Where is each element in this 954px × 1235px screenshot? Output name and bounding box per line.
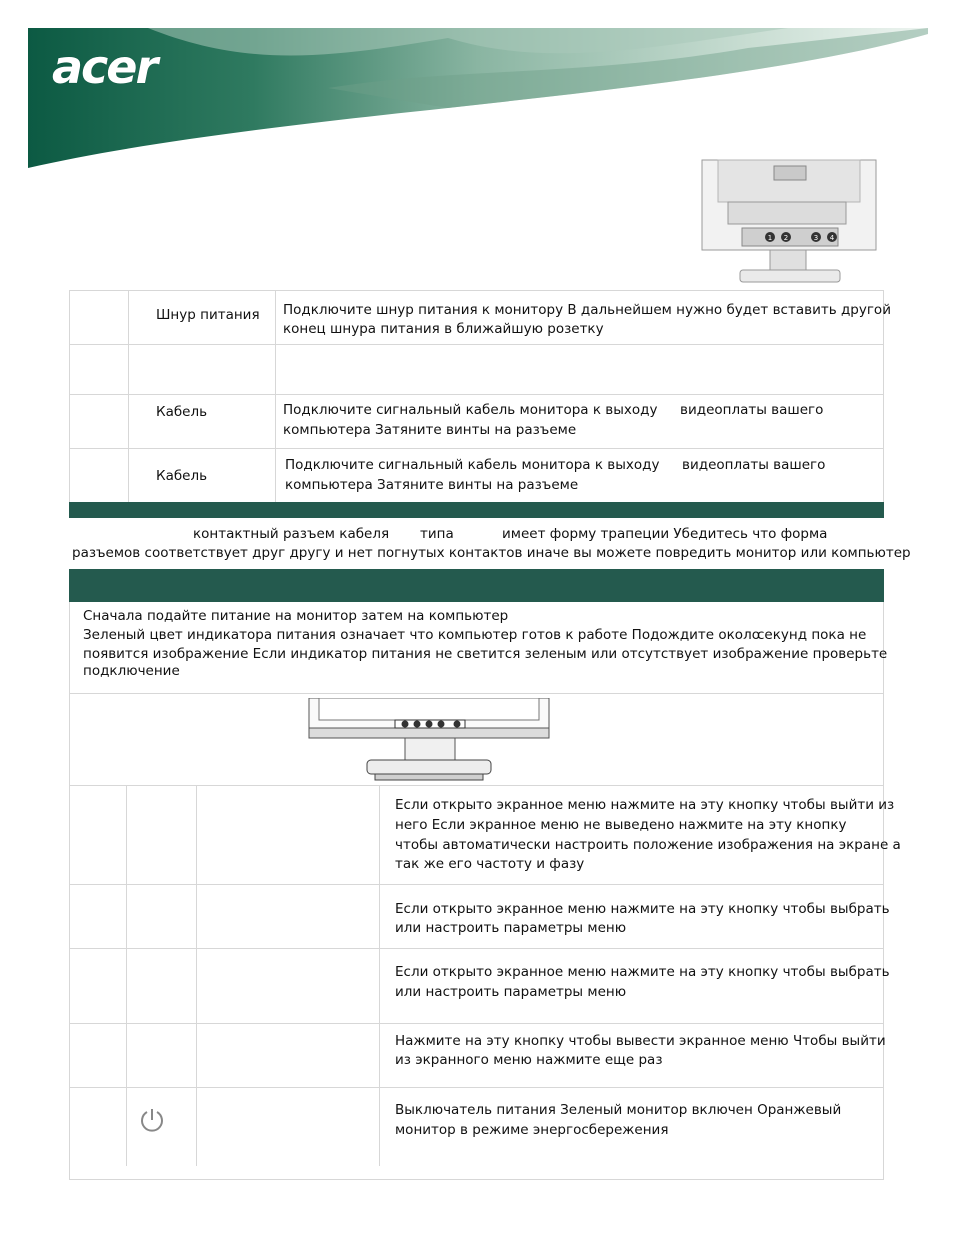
port-number-1: 1	[767, 234, 773, 242]
power-cord-desc-line-2: конец шнура питания в ближайшую розетку	[283, 321, 604, 337]
control-1-line-2: него Если экранное меню не выведено нажмите на эту кнопку	[395, 817, 847, 833]
power-on-line-1: Сначала подайте питание на монитор затем на компьютер	[83, 608, 509, 624]
control-1-line-1: Если открыто экранное меню нажмите на эту кнопку чтобы выйти из	[395, 797, 895, 813]
signal-1-desc-line-1b: видеоплаты вашего	[680, 402, 824, 418]
port-number-2: 2	[783, 234, 789, 242]
control-1-line-3: чтобы автоматически настроить положение изображения на экране а	[395, 837, 901, 853]
control-2-line-1: Если открыто экранное меню нажмите на эту кнопку чтобы выбрать	[395, 901, 890, 917]
power-on-line-2a: Зеленый цвет индикатора питания означает что компьютер готов к работе Подождите около	[83, 627, 760, 643]
section-bar-note	[69, 502, 884, 518]
power-on-line-2b: секунд пока не	[757, 627, 867, 643]
note-line-1-part-2: типа	[420, 526, 454, 542]
port-number-3: 3	[813, 234, 819, 242]
power-icon	[138, 1106, 166, 1134]
port-number-4: 4	[829, 234, 835, 242]
acer-logo: acer	[52, 40, 157, 94]
signal-2-desc-line-1: Подключите сигнальный кабель монитора к выходу	[285, 457, 660, 473]
power-on-line-4: подключение	[83, 663, 180, 679]
monitor-rear-photo	[698, 158, 880, 284]
control-4-line-2: из экранного меню нажмите еще раз	[395, 1052, 663, 1068]
control-4-line-1: Нажмите на эту кнопку чтобы вывести экранное меню Чтобы выйти	[395, 1033, 886, 1049]
note-line-2: разъемов соответствует друг другу и нет погнутых контактов иначе вы можете повредить монитор или компьютер	[72, 545, 911, 561]
cable-name-signal-2: Кабель	[156, 468, 208, 484]
control-3-line-2: или настроить параметры меню	[395, 984, 627, 1000]
control-2-line-2: или настроить параметры меню	[395, 920, 627, 936]
control-3-line-1: Если открыто экранное меню нажмите на эту кнопку чтобы выбрать	[395, 964, 890, 980]
cable-name-power-cord: Шнур питания	[156, 307, 260, 323]
monitor-front-controls-illustration	[305, 698, 553, 783]
acer-header-banner	[28, 28, 928, 168]
power-cord-desc-line-1: Подключите шнур питания к монитору В дальнейшем нужно будет вставить другой	[283, 302, 891, 318]
note-line-1-part-1: контактный разъем кабеля	[193, 526, 390, 542]
cable-name-signal-1: Кабель	[156, 404, 208, 420]
signal-2-desc-line-1b: видеоплаты вашего	[682, 457, 826, 473]
section-bar-power-on	[69, 569, 884, 602]
note-line-1-part-3: имеет форму трапеции Убедитесь что форма	[502, 526, 828, 542]
signal-1-desc-line-2: компьютера Затяните винты на разъеме	[283, 422, 577, 438]
control-5-line-1: Выключатель питания Зеленый монитор включен Оранжевый	[395, 1102, 842, 1118]
control-5-line-2: монитор в режиме энергосбережения	[395, 1122, 669, 1138]
signal-2-desc-line-2: компьютера Затяните винты на разъеме	[285, 477, 579, 493]
signal-1-desc-line-1: Подключите сигнальный кабель монитора к выходу	[283, 402, 658, 418]
control-1-line-4: так же его частоту и фазу	[395, 856, 585, 872]
power-on-line-3: появится изображение Если индикатор питания не светится зеленым или отсутствует изображение проверьте	[83, 646, 888, 662]
